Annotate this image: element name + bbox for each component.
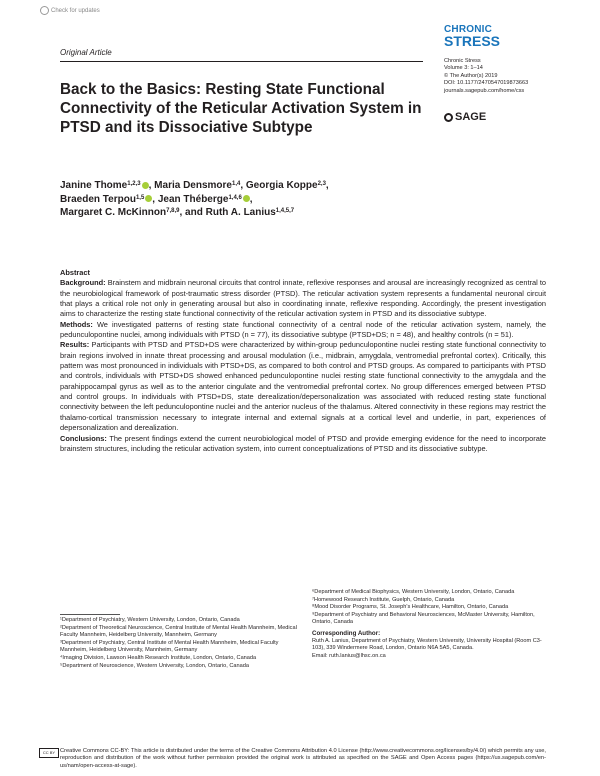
- journal-info: [444, 58, 528, 95]
- author-list: Janine Thome$^{1,2,3}$ , Maria Densmore$^{1,4}$, Georgia Koppe$^{2,3}$, Braeden Terpou$^{1,5}$ , Jean Théberge$^{1,4,6}$ , Margaret C. McKinnon$^{7,8,9}$, and Ruth A. Lanius$^{1,4,5,7}$: [60, 180, 329, 218]
- affiliation-footnote: ²Department of Theoretical Neuroscience, Central Institute of Mental Health Mannheim, Medical Faculty Mannheim, Heidelberg University, Mannheim, Germany: [60, 624, 297, 639]
- abstract-results: [60, 340, 546, 433]
- methods-label: Methods:: [60, 319, 93, 329]
- conclusions-label: Conclusions:: [60, 433, 107, 443]
- journal-logo: [444, 25, 500, 48]
- doi-link[interactable]: DOI: 10.1177/2470547019873663: [444, 80, 529, 87]
- journal-volume: Volume 3: 1–14: [444, 65, 483, 72]
- journal-logo-line2: STRESS: [444, 33, 501, 49]
- author-name: Margaret C. McKinnon: [60, 207, 167, 218]
- conclusions-text: The present findings extend the current neurobiological model of PTSD and provide emerging evidence for the need to incorporate brainstem structures, including the reticular activation system, into current conceptualizations of PTSD and its dissociative subtype.: [60, 433, 547, 453]
- author-affiliation: 1,2,3: [127, 181, 141, 187]
- orcid-icon[interactable]: [243, 195, 250, 202]
- publisher-name: SAGE: [455, 111, 487, 123]
- author-affiliation: 1,4,6: [228, 194, 242, 201]
- author-conjunction: and: [185, 207, 203, 218]
- results-label: Results:: [60, 340, 90, 350]
- affiliation-footnote: ⁴Imaging Division, Lawson Health Research Institute, London, Ontario, Canada: [60, 654, 257, 661]
- affiliation-footnote: ³Department of Psychiatry, Central Institute of Mental Health Mannheim, Medical Faculty Mannheim, Heidelberg University, Mannheim, Germany: [60, 639, 279, 654]
- results-text: Participants with PTSD and PTSD+DS were characterized by within-group pedunculopontine nuclei resting state functional connectivity to brain regions involved in innate threat processing and arousal modulation (i.e., midbrain, amygdala, ventromedial prefrontal cortex). Critically, this pattern was most pronounced in individuals with PTSD+DS, as compared to both control and PTSD groups. As compared to participants with PTSD and controls, individuals with PTSD+DS showed enhanced pedunculopontine nuclei resting state functional connectivity to the amygdala and the parahippocampal gyrus as well as to the anterior cingulate and the ventromedial prefrontal cortex. No group differences emerged between PTSD and control groups. In individuals with PTSD+DS, state derealization/depersonalization was associated with reduced resting state functional connectivity between the left pedunculopontine nuclei and the anterior nucleus of the thalamus. Altered connectivity in these regions may restrict the thalamo-cortical transmission necessary to integrate internal and external signals at a cortical level and underlie, in part, experiences of depersonalization and derealization.: [60, 340, 546, 433]
- author-name: Janine Thome: [60, 180, 128, 191]
- abstract-heading: Abstract: [60, 268, 90, 277]
- affiliation-footnote: ⁸Mood Disorder Programs, St. Joseph's Healthcare, Hamilton, Ontario, Canada: [312, 604, 509, 611]
- header-divider: [60, 61, 423, 62]
- abstract-background: [60, 278, 546, 319]
- journal-name: Chronic Stress: [444, 58, 481, 64]
- author-affiliation: 2,3: [317, 181, 326, 187]
- author-affiliation: 1,5: [135, 194, 145, 201]
- check-updates-label: Check for updates: [51, 7, 100, 14]
- author-affiliation: 1,4: [231, 181, 241, 187]
- abstract: [60, 268, 546, 454]
- author-affiliation: 7,8,9: [166, 208, 180, 214]
- corresponding-author-address: Ruth A. Lanius, Department of Psychiatry, Western University, University Hospital (Room C3-103), 339 Windermere Road, London, Ontario N6A 5A5, Canada.: [312, 637, 542, 652]
- cc-license-icon: CC BY: [39, 748, 59, 758]
- footnotes-left: [60, 614, 300, 670]
- affiliation-footnote: ⁹Department of Psychiatry and Behavioral Neurosciences, McMaster University, Hamilton, Ontario, Canada: [312, 611, 535, 626]
- orcid-icon[interactable]: [142, 182, 149, 189]
- journal-url[interactable]: journals.sagepub.com/home/css: [444, 87, 525, 94]
- affiliation-footnote: ¹Department of Psychiatry, Western University, London, Ontario, Canada: [60, 617, 240, 623]
- check-for-updates-badge[interactable]: [40, 6, 100, 15]
- corresponding-author-heading: Corresponding Author:: [312, 629, 381, 637]
- abstract-methods: [60, 320, 546, 341]
- methods-text: We investigated patterns of resting state functional connectivity of a central node of the reticular activation system, namely, the pedunculopontine nuclei, among individuals with PTSD (n = 77), its dissociative subtype (PTSD+DS; n = 48), and healthy controls (n = 51).: [60, 319, 546, 340]
- abstract-conclusions: [60, 434, 546, 455]
- corresponding-author-email[interactable]: Email: ruth.lanius@lhsc.on.ca: [312, 652, 386, 659]
- journal-logo-line1: CHRONIC: [444, 24, 493, 35]
- sage-logo-icon: [444, 113, 453, 122]
- author-name: Braeden Terpou: [60, 193, 136, 205]
- orcid-icon[interactable]: [145, 195, 152, 202]
- author-name: Georgia Koppe: [245, 180, 318, 191]
- affiliation-footnote: ⁷Homewood Research Institute, Guelph, Ontario, Canada: [312, 596, 455, 603]
- footnote-divider: [60, 614, 120, 615]
- copyright: © The Author(s) 2019: [444, 72, 498, 79]
- author-affiliation: 1,4,5,7: [275, 208, 295, 214]
- author-name: Jean Théberge: [157, 193, 229, 205]
- publisher-logo: [444, 111, 486, 123]
- check-updates-icon: [40, 6, 49, 15]
- article-type: Original Article: [60, 48, 112, 57]
- author-name: Maria Densmore: [154, 180, 232, 191]
- background-text: Brainstem and midbrain neuronal circuits that control innate, reflexive responses and arousal are increasingly recognized as central to the neurobiological framework of post-traumatic stress disorder (PTSD). The reticular activation system represents a fundamental neuronal circuit that plays a critical role not only in generating arousal but also in coordinating innate, reflexive responding. Accordingly, the present investigation aims to characterize the resting state functional connectivity of the reticular activation system in PTSD and its dissociative subtype.: [60, 278, 546, 319]
- article-title: Back to the Basics: Resting State Functional Connectivity of the Reticular Activation System in PTSD and its Dissociative Subtype: [60, 81, 422, 136]
- footnotes-right: [312, 589, 552, 660]
- license-text: Creative Commons CC-BY: This article is distributed under the terms of the Creative Commons Attribution 4.0 License (http://www.creativecommons.org/licenses/by/4.0/) which permits any use, reproduction and distribution of the work without further permission provided the original work is attributed as specified on the SAGE and Open Access pages (https://us.sagepub.com/en-us/nam/open-access-at-sage).: [60, 748, 546, 769]
- author-name: Ruth A. Lanius: [205, 207, 276, 218]
- background-label: Background:: [60, 278, 106, 288]
- affiliation-footnote: ⁶Department of Medical Biophysics, Western University, London, Ontario, Canada: [312, 589, 515, 595]
- affiliation-footnote: ⁵Department of Neuroscience, Western University, London, Ontario, Canada: [60, 662, 249, 669]
